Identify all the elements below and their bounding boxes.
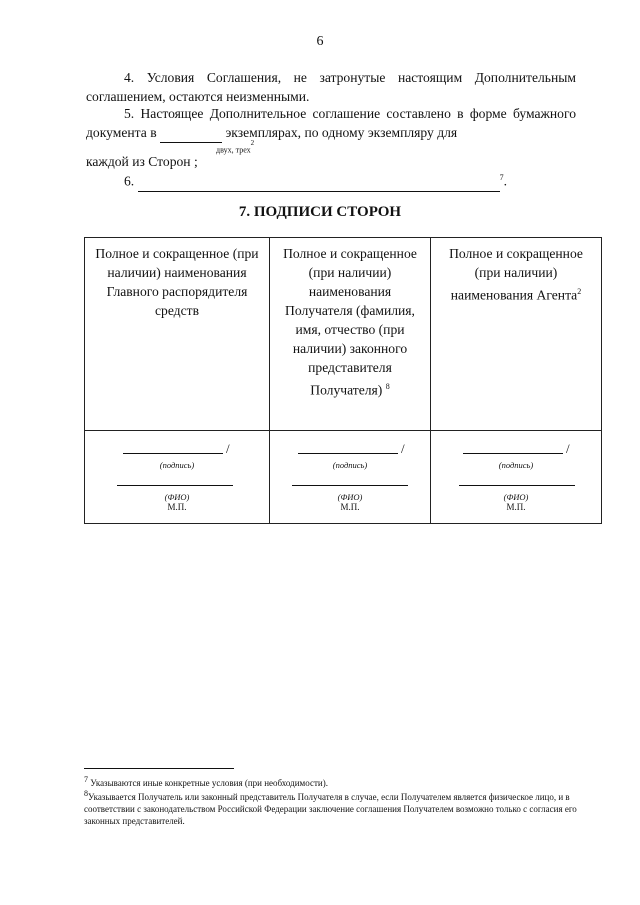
header-recipient-text: Полное и сокращенное (при наличии) наименования Получателя (фамилия, имя, отчество (при наличии) законного представителя Получателя) (283, 246, 417, 398)
item-6-number: 6. (124, 173, 135, 189)
footnote-7 (84, 774, 584, 789)
footnote-separator (84, 768, 234, 769)
header-main-manager (85, 238, 270, 431)
header-agent-text: Полное и сокращенное (при наличии) наименования Агента (449, 246, 583, 303)
item-5-end: каждой из Сторон ; (86, 154, 198, 169)
section-title: 7. ПОДПИСИ СТОРОН (238, 204, 402, 220)
fio-line (292, 485, 408, 486)
signature-block-recipient (270, 431, 431, 524)
stamp-label: М.П. (167, 502, 187, 512)
signature-caption: (подпись) (159, 460, 195, 470)
header-main-manager-text: Полное и сокращенное (при наличии) наименования Главного распорядителя средств (95, 246, 259, 318)
signature-line (298, 453, 398, 454)
footnote-8-text: Указывается Получатель или законный представитель Получателя в случае, если Получателем является физическое лицо, и в соответствии с законодательством Российской Федерации заключение соглашения Получателем возможно только с согласия его законных представителей. (84, 792, 577, 826)
copies-hint: двух, трех (216, 145, 251, 155)
footnote-8-number: 8 (84, 789, 88, 798)
fio-caption: (ФИО) (164, 492, 190, 502)
signature-line (463, 453, 563, 454)
footnote-7-text: Указываются иные конкретные условия (при необходимости). (88, 778, 328, 788)
signatures-table (84, 237, 602, 524)
signature-caption: (подпись) (332, 460, 368, 470)
signature-block-main-manager (85, 431, 270, 524)
footnote-8 (84, 788, 584, 827)
footnote-7-number: 7 (84, 775, 88, 784)
item-5-text-a: 5. Настоящее Дополнительное соглашение составлено в форме бумажного документа в (86, 106, 576, 140)
item-5-text-b: экземплярах, по одному экземпляру для (225, 125, 458, 140)
item-6-sup: 7 (499, 173, 504, 182)
header-agent-sup: 2 (577, 287, 582, 296)
header-agent (431, 238, 602, 431)
copies-hint-sup: 2 (250, 139, 255, 147)
item-6-blank (138, 172, 500, 192)
copies-blank (160, 123, 255, 155)
fio-line (117, 485, 233, 486)
fio-line (459, 485, 575, 486)
header-recipient (270, 238, 431, 431)
item-6: 6. $^7$. (124, 168, 524, 192)
stamp-label: М.П. (340, 502, 360, 512)
signature-slash: / (566, 441, 570, 456)
signature-caption: (подпись) (498, 460, 534, 470)
fio-caption: (ФИО) (503, 492, 529, 502)
signature-line (123, 453, 223, 454)
fio-caption: (ФИО) (337, 492, 363, 502)
stamp-label: М.П. (506, 502, 526, 512)
signature-slash: / (226, 441, 230, 456)
item-5 (86, 104, 576, 155)
signature-block-agent (431, 431, 602, 524)
page-number: 6 (316, 34, 324, 49)
signature-slash: / (401, 441, 405, 456)
item-4: 4. Условия Соглашения, не затронутые настоящим Дополнительным соглашением, остаются неизменными. (86, 70, 576, 104)
header-recipient-sup: 8 (385, 382, 390, 391)
